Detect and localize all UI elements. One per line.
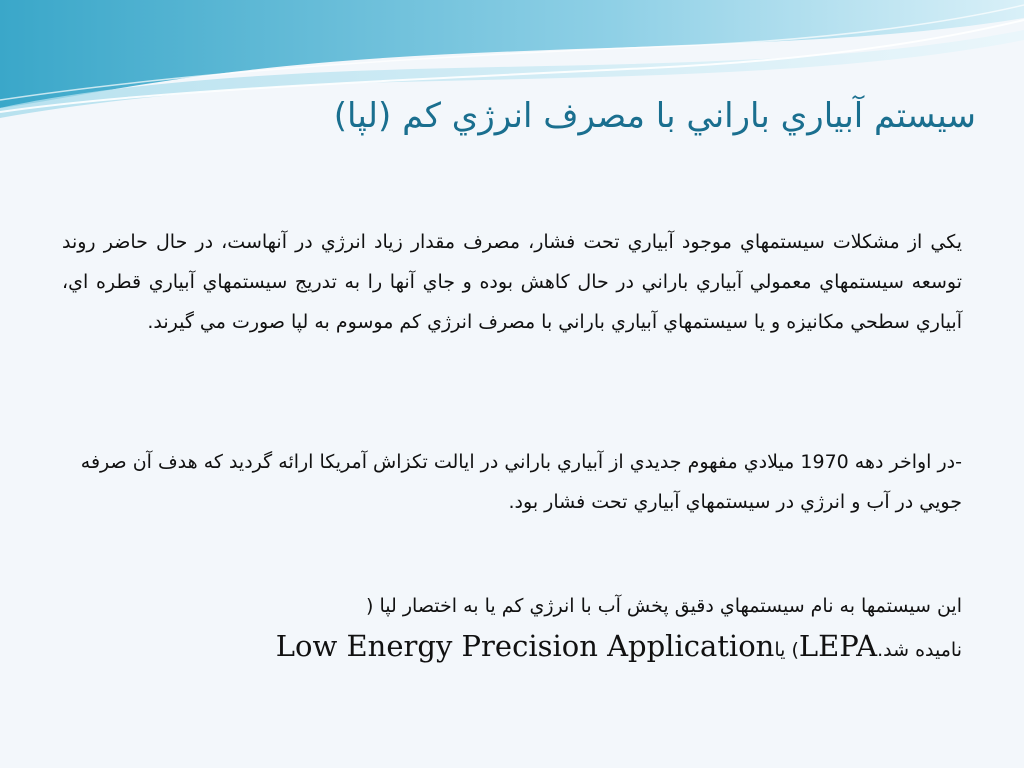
- p3-named-text: ناميده شد.: [877, 639, 962, 661]
- p3-or-text: ) يا: [774, 639, 799, 661]
- slide-title: سيستم آبياري باراني با مصرف انرژي کم (لپا): [333, 96, 976, 136]
- paragraph-3-line-2: [62, 626, 962, 670]
- lepa-abbreviation: LEPA: [798, 629, 878, 663]
- lepa-full-name: Low Energy Precision Application: [275, 629, 775, 663]
- paragraph-1: يکي از مشکلات سيستمهاي موجود آبياري تحت فشار، مصرف مقدار زياد انرژي در آنهاست، در حال حاضر روند توسعه سيستمهاي معمولي آبياري باراني در حال کاهش بوده و جاي آنها را به تدريج سيستمهاي آبياري قطره اي، آبياري سطحي مکانيزه و يا سيستمهاي آبياري باراني با مصرف انرژي کم موسوم به لپا صورت مي گيرند.: [62, 231, 962, 333]
- paragraph-3-line-1: اين سيستمها به نام سيستمهاي دقيق پخش آب با انرژي کم يا به اختصار لپا (: [366, 595, 962, 617]
- paragraph-2: -در اواخر دهه 1970 ميلادي مفهوم جديدي از آبياري باراني در ايالت تکزاش آمريکا ارائه گرديد که هدف آن صرفه جويي در آب و انرژي در سيستمهاي آبياري تحت فشار بود.: [80, 451, 962, 513]
- paragraph-3: [62, 586, 962, 670]
